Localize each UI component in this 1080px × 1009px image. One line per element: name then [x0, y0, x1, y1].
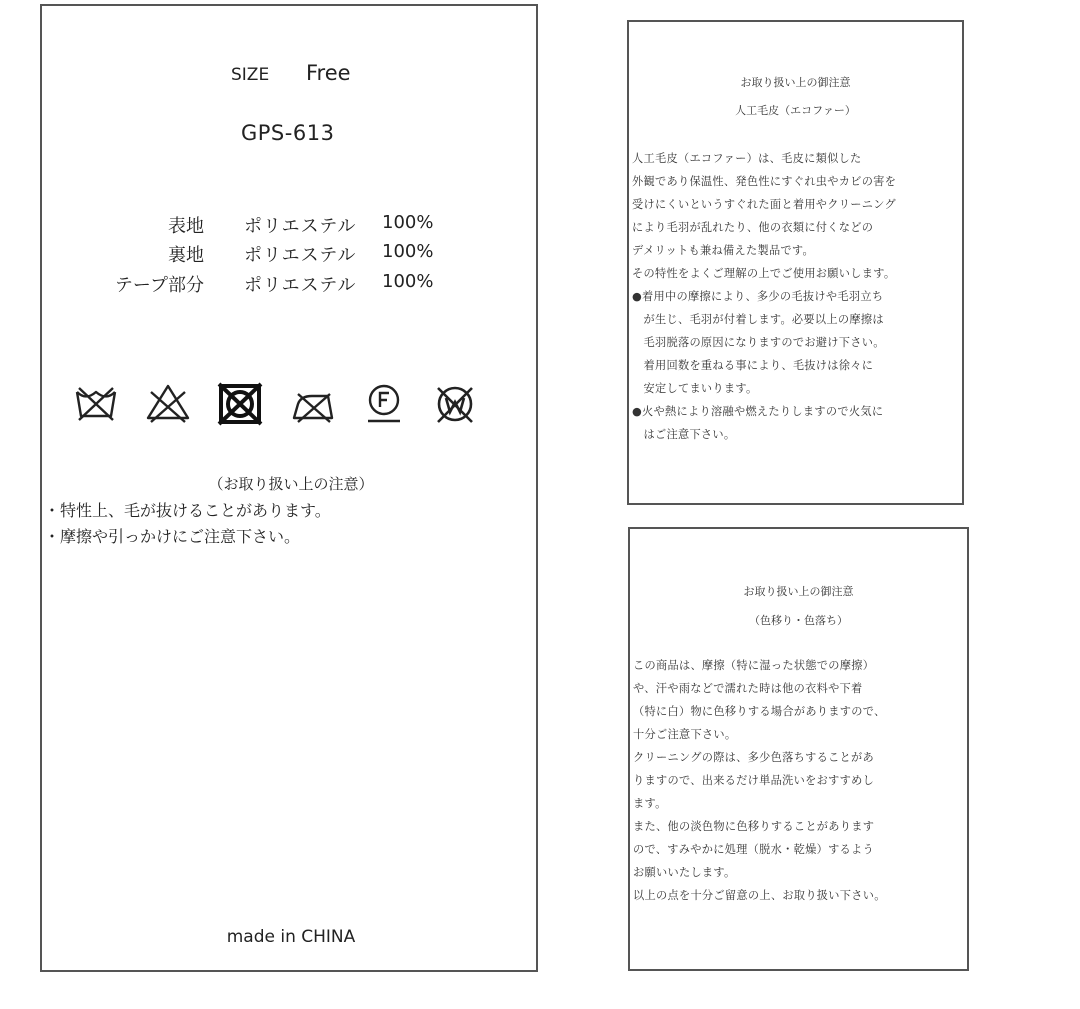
- petroleum-dry-clean-icon: [359, 378, 409, 428]
- notice-text-line: 毛羽脱落の原因になりますのでお避け下さい。: [632, 336, 885, 349]
- product-code: GPS-613: [241, 121, 335, 145]
- tumble-dry-prohibited-icon: [215, 378, 265, 428]
- notice-text-line: により毛羽が乱れたり、他の衣類に付くなどの: [632, 221, 874, 234]
- material-percent: 100%: [382, 241, 434, 262]
- color-transfer-notice: [628, 527, 969, 971]
- notice-text-line: はご注意下さい。: [632, 428, 736, 441]
- material-row: [42, 212, 540, 242]
- notice-text-line: 安定してまいります。: [632, 382, 758, 395]
- size-value: Free: [306, 61, 351, 85]
- notice-heading: （お取り扱い上の注意）: [208, 475, 374, 493]
- notice-text-line: 着用回数を重ねる事により、毛抜けは徐々に: [632, 359, 874, 372]
- notice-text-line: ●火や熱により溶融や燃えたりしますので火気に: [632, 405, 884, 418]
- notice-text-line: 人工毛皮（エコファー）は、毛皮に類似した: [632, 152, 862, 165]
- main-care-label: [40, 4, 538, 972]
- notice-text-line: ので、すみやかに処理（脱水・乾燥）するよう: [633, 843, 875, 856]
- notice-text-line: この商品は、摩擦（特に湿った状態での摩擦）: [633, 659, 875, 672]
- notice-text-line: 受けにくいというすぐれた面と着用やクリーニング: [632, 198, 896, 211]
- material-part: 表地: [168, 216, 204, 237]
- notice-text-line: りますので、出来るだけ単品洗いをおすすめし: [633, 774, 875, 787]
- made-in-text: made in CHINA: [226, 927, 356, 947]
- notice-subtitle: （色移り・色落ち）: [749, 614, 848, 627]
- low-temperature-iron-icon: [288, 378, 338, 428]
- bleach-prohibited-icon: [143, 378, 193, 428]
- material-row: [42, 271, 540, 301]
- hand-wash-prohibited-icon: [71, 378, 121, 428]
- material-fabric: ポリエステル: [244, 216, 357, 237]
- notice-text-line: ●着用中の摩擦により、多少の毛抜けや毛羽立ち: [632, 290, 884, 303]
- notice-subtitle: 人工毛皮（エコファー）: [735, 104, 856, 117]
- notice-text-line: デメリットも兼ね備えた製品です。: [632, 244, 815, 257]
- notice-title: お取り扱い上の御注意: [743, 585, 854, 598]
- notice-text-line: 十分ご注意下さい。: [633, 728, 737, 741]
- material-fabric: ポリエステル: [244, 245, 357, 266]
- notice-text-line: が生じ、毛羽が付着します。必要以上の摩擦は: [632, 313, 884, 326]
- notice-text-line: 外観であり保温性、発色性にすぐれ虫やカビの害を: [632, 175, 897, 188]
- notice-text-line: （特に白）物に色移りする場合がありますので、: [633, 705, 886, 718]
- notice-text-line: お願いいたします。: [633, 866, 736, 879]
- notice-text-line: その特性をよくご理解の上でご使用お願いします。: [632, 267, 896, 280]
- material-percent: 100%: [382, 271, 434, 292]
- material-fabric: ポリエステル: [244, 275, 357, 296]
- fur-care-notice: [627, 20, 964, 505]
- notice-line: ・摩擦や引っかけにご注意下さい。: [44, 527, 301, 546]
- material-part: 裏地: [168, 245, 204, 266]
- notice-text-line: や、汗や雨などで濡れた時は他の衣料や下着: [633, 682, 863, 695]
- notice-text-line: ます。: [633, 797, 667, 810]
- wet-clean-prohibited-icon: [430, 378, 480, 428]
- notice-title: お取り扱い上の御注意: [740, 76, 851, 89]
- material-part: テープ部分: [114, 275, 204, 296]
- notice-text-line: 以上の点を十分ご留意の上、お取り扱い下さい。: [633, 889, 886, 902]
- size-label: SIZE: [231, 65, 270, 85]
- notice-line: ・特性上、毛が抜けることがあります。: [44, 501, 331, 520]
- notice-text-line: クリーニングの際は、多少色落ちすることがあ: [633, 751, 875, 764]
- material-percent: 100%: [382, 212, 434, 233]
- material-row: [42, 241, 540, 271]
- notice-text-line: また、他の淡色物に色移りすることがあります: [633, 820, 875, 833]
